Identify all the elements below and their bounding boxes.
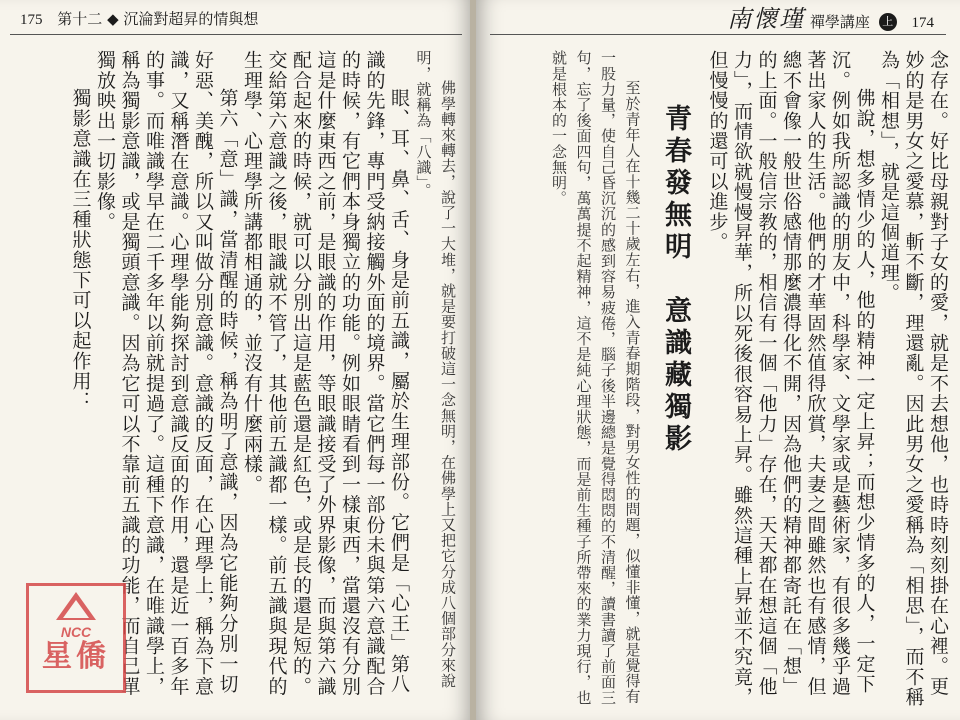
right-header-rule [490,34,946,35]
paragraph: 念存在。好比母親對子女的愛，就是不去想他，也時時刻刻掛在心裡。更妙的是男女之愛慕，斬不斷，理還亂。因此男女之愛稱為「相思」，而不稱為「相想」，就是這個道理。 [878,50,949,708]
author-logo: 南懷瑾 [727,5,806,33]
section-heading: 青春發無明 意識藏獨影 [660,104,691,456]
paragraph: 眼、耳、鼻、舌、身是前五識，屬於生理部份。它們是「心王」第八識的先鋒，專門受納接觸外面的境界。當它們每一部份未與第六意識配合的時候，有它們本身獨立的功能。例如眼睛看到一樣東西，當還沒有分別這是什麼東西之前，是眼識的作用，等眼識接受了外界影像，而與第六識配合起來的時候，就可以分別出這是藍色還是紅色，或是長的還是短的。交給第六意識之後，眼識就不管了，其他前五識都一樣。前五識與現代的生理學、心理學所講都相通的，並沒有什麼兩樣。 [241,50,410,697]
paragraph: 至於青年人在十幾二十歲左右，進入青春期階段，對男女性的問題，似懂非懂，就是覺得有一股力量，使自己昏沉沉的感到容易疲倦，腦子後半邊總是覺得悶悶的不清醒，讀書讀了前面三句，忘了後面四句，萬萬提不起精神，這不是純心理狀態，而是前生種子所帶來的業力現行，也就是根本的一念無明。 [550,50,642,706]
right-page [476,0,960,720]
volume-badge: 上 [879,13,897,31]
right-page-body [530,50,950,710]
paragraph: 獨影意識在三種狀態下可以起作用： [69,88,92,412]
left-page-number: 175 [20,12,43,28]
paragraph: 第六「意」識，當清醒的時候，稱為明了意識，因為它能夠分別一切好惡、美醜，所以又叫做分別意識。意識的反面，在心理學上，稱為下意識，又稱潛在意識。心理學能夠探討到意識反面的作用，還是近一百多年的事。而唯識學早在二千多年以前就提過了。這種下意識，在唯識學上，稱為獨影意識，或是獨頭意識。因為它可以不靠前五識的功能，而自己單獨放映出一切影像。 [94,50,239,697]
right-page-header [727,6,944,32]
triangle-mountain-icon [56,592,96,620]
stamp-code: NCC [60,624,92,640]
watermark-stamp [26,583,126,693]
diamond-separator-icon: ◆ [107,10,119,28]
left-page [0,0,472,720]
chapter-number: 第十二 [57,10,103,28]
stamp-name: 星僑 [42,639,110,674]
left-page-header [10,6,258,32]
series-title: 禪學講座 [809,13,870,31]
paragraph: 佛說，想多情少的人，他的精神一定上昇；而想少情多的人，一定下沉。例如我所認識的朋友中，科學家、文學家或是藝術家，有很多幾乎過著出家人的生活。他們的才華固然值得欣賞，夫妻之間雖然也有感情，但總不會像一般世俗感情那麼濃得化不開，因為他們的精神都寄託在「想」的上面。一般信宗教的，相信有一個「他力」存在，天天都在想這個「他力」，而情欲就慢慢昇華，所以死後很容易上昇。雖然這種上昇並不究竟，但慢慢的還可以進步。 [706,50,876,708]
chapter-title: 沉淪對超昇的情與想 [123,10,259,28]
paragraph: 佛學轉來轉去，說了一大堆，就是要打破這一念無明，在佛學上又把它分成八個部分來說明，就稱為「八識」。 [414,50,457,689]
right-page-number: 174 [911,15,934,31]
left-header-rule [10,34,462,35]
